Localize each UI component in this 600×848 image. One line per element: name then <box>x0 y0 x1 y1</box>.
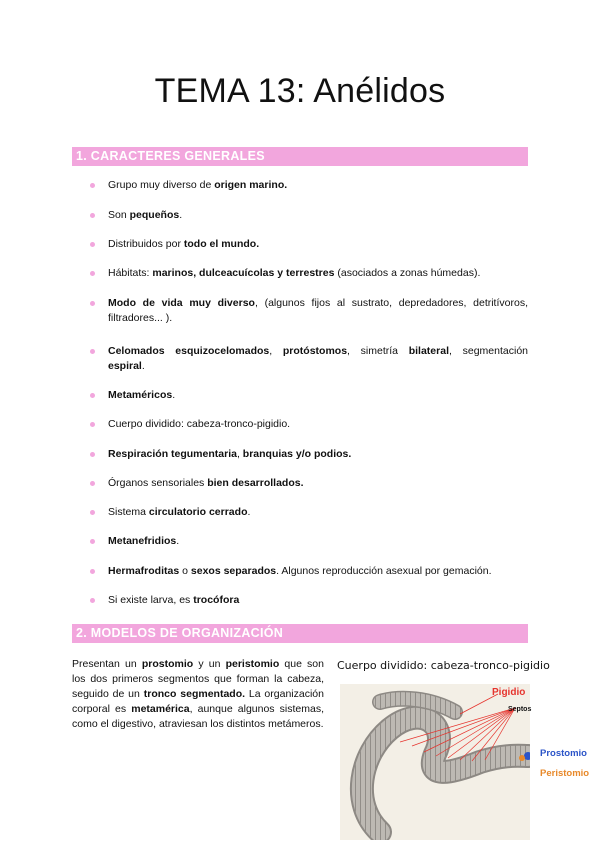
bold-text: bilateral <box>408 345 449 357</box>
text-run: Distribuidos por <box>108 238 184 250</box>
bullet-item <box>88 208 528 223</box>
worm-body-segments <box>362 718 528 832</box>
bullet-item <box>88 417 528 432</box>
text-run: (asociados a zonas húmedas). <box>334 267 481 279</box>
bullet-dot-icon <box>90 213 95 218</box>
text-run: Hábitats: <box>108 267 153 279</box>
bullet-dot-icon <box>90 510 95 515</box>
bullet-item <box>88 476 528 491</box>
bold-text: origen marino. <box>214 179 288 191</box>
bold-text: Respiración tegumentaria <box>108 448 237 460</box>
text-run: . <box>176 535 180 547</box>
bullet-item <box>88 593 528 608</box>
text-run: Si existe larva, es <box>108 594 194 606</box>
label-peristomio: Peristomio <box>540 768 590 779</box>
text-run: . <box>141 360 145 372</box>
bold-text: protóstomos <box>282 345 348 357</box>
text-run: , aunque algunos sistemas, como el digestivo, atraviesan los distintos metámeros. <box>72 703 324 730</box>
text-run: que son los dos primeros segmentos que forman la cabeza, seguido de un <box>72 658 324 700</box>
bold-text: Modo de vida muy diverso <box>108 297 255 309</box>
text-run: Son <box>108 209 130 221</box>
organization-paragraph <box>72 657 324 732</box>
bullet-item <box>88 505 528 520</box>
bold-text: circulatorio cerrado <box>148 506 248 518</box>
text-run: Grupo muy diverso de <box>108 179 215 191</box>
bold-text: trocófora <box>193 594 240 606</box>
bold-text: Metanefridios <box>108 535 177 547</box>
bullet-item <box>88 237 528 252</box>
text-run: . Algunos reproducción asexual por gemación. <box>276 565 492 577</box>
bullet-dot-icon <box>90 569 95 574</box>
bullet-dot-icon <box>90 183 95 188</box>
bold-text: Metaméricos <box>108 389 173 401</box>
bullet-item <box>88 344 528 374</box>
bold-text: pequeños <box>129 209 180 221</box>
bold-text: sexos separados <box>190 565 277 577</box>
bold-text: marinos, dulceacuícolas y terrestres <box>152 267 335 279</box>
text-run: Órganos sensoriales <box>108 477 208 489</box>
bold-text: branquias y/o podios. <box>242 448 352 460</box>
text-run: o <box>179 565 191 577</box>
text-run: . <box>179 209 183 221</box>
bold-text: peristomio <box>225 658 280 670</box>
section-header-modelos: 2. MODELOS DE ORGANIZACIÓN <box>72 624 528 643</box>
text-run: . <box>172 389 176 401</box>
bullet-item <box>88 266 528 281</box>
bullet-dot-icon <box>90 349 95 354</box>
text-run: , (algunos fijos al sustrato, depredadores, detritívoros, filtradores... ). <box>108 297 528 324</box>
bold-text: bien desarrollados. <box>207 477 304 489</box>
bullet-dot-icon <box>90 539 95 544</box>
bold-text: espiral <box>108 360 142 372</box>
text-run: Presentan un <box>72 658 142 670</box>
worm-illustration <box>340 684 530 840</box>
bullet-item <box>88 447 528 462</box>
bullet-dot-icon <box>90 393 95 398</box>
text-run: , <box>236 448 243 460</box>
bold-text: metamérica <box>131 703 190 715</box>
text-run: , <box>269 345 283 357</box>
bold-text: Hermafroditas <box>108 565 180 577</box>
figure-caption: Cuerpo dividido: cabeza-tronco-pigidio <box>337 659 550 672</box>
bullet-dot-icon <box>90 598 95 603</box>
bullet-dot-icon <box>90 422 95 427</box>
bullet-dot-icon <box>90 301 95 306</box>
text-run: y un <box>193 658 226 670</box>
text-run: Sistema <box>108 506 149 518</box>
bullet-dot-icon <box>90 242 95 247</box>
text-run: Cuerpo dividido: cabeza-tronco-pigidio. <box>108 418 291 430</box>
bullet-dot-icon <box>90 271 95 276</box>
label-pigidio: Pigidio <box>492 687 526 698</box>
text-run: . <box>247 506 251 518</box>
peristomio-marker <box>519 755 525 761</box>
page-title: TEMA 13: Anélidos <box>154 72 446 110</box>
text-run: , segmentación <box>449 345 528 357</box>
bullet-item <box>88 564 528 579</box>
bullet-item <box>88 178 528 193</box>
bold-text: tronco segmentado. <box>143 688 246 700</box>
bold-text: Celomados esquizocelomados <box>108 345 270 357</box>
bullet-dot-icon <box>90 481 95 486</box>
text-run: , simetría <box>347 345 409 357</box>
label-prostomio: Prostomio <box>540 748 587 759</box>
section-header-caracteres: 1. CARACTERES GENERALES <box>72 147 528 166</box>
text-run: La organización corporal es <box>72 688 324 715</box>
bold-text: todo el mundo. <box>183 238 260 250</box>
bullet-item <box>88 388 528 403</box>
bullet-item <box>88 534 528 549</box>
label-septos: Septos <box>508 706 532 713</box>
bullet-dot-icon <box>90 452 95 457</box>
bullet-item <box>88 296 528 326</box>
bold-text: prostomio <box>141 658 194 670</box>
